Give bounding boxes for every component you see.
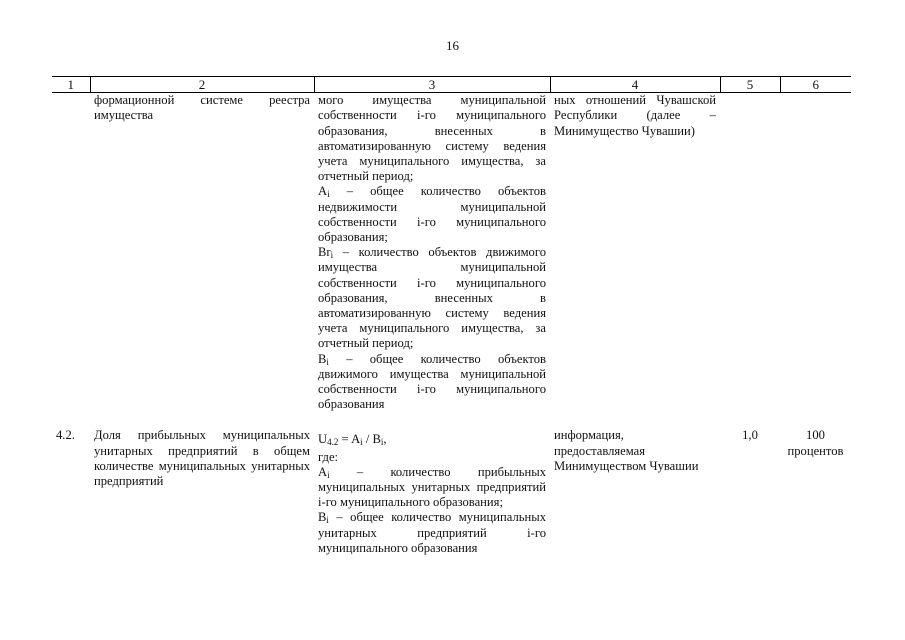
row2-weight: 1,0	[742, 428, 758, 443]
column-header-6: 6	[780, 77, 851, 93]
page-number: 16	[446, 38, 459, 53]
formula-lhs: U	[318, 432, 328, 447]
var-b: B	[318, 351, 327, 366]
row1-indicator-name: формационной системе реестра имущества	[94, 93, 310, 123]
var-a-sub: i	[327, 469, 330, 480]
row1-data-source: ных отношений Чувашской Республики (далее – Минимущество Чувашии)	[554, 93, 716, 138]
column-header-4: 4	[550, 77, 720, 93]
def-a-text: – количество прибыльных муниципальных унитарных предприятий i-го муниципального образования;	[318, 464, 546, 510]
table-row	[52, 428, 851, 556]
row2-definition-b	[318, 510, 546, 556]
row1-target	[780, 93, 851, 413]
row2-definition-a	[318, 465, 546, 511]
var-a-sub: i	[327, 189, 330, 200]
formula-lhs-sub: 4.2	[327, 437, 339, 448]
var-b: B	[318, 510, 327, 525]
formula	[318, 432, 546, 447]
def-b-text: – общее количество объектов движимого имущества муниципальной собственности i-го муниципального образования	[318, 351, 546, 412]
row2-indicator-name: Доля прибыльных муниципальных унитарных предприятий в общем количестве муниципальных унитарных предприятий	[94, 428, 310, 489]
header-row	[52, 77, 851, 93]
row1-weight	[720, 93, 780, 413]
formula-eq: = A	[338, 432, 361, 447]
row2-calculation-method	[314, 428, 550, 556]
row2-data-source: информация, предоставляемая Минимуществом Чувашии	[554, 428, 699, 473]
formula-tail: ,	[383, 432, 387, 447]
column-header-1: 1	[52, 77, 90, 93]
var-br: Br	[318, 245, 331, 260]
var-b-sub: i	[326, 515, 329, 526]
row2-number-cell: 4.2.	[56, 428, 75, 443]
row2-target: 100 процентов	[787, 428, 844, 458]
column-header-3: 3	[314, 77, 550, 93]
var-a: A	[318, 184, 328, 199]
row1-number-cell	[52, 93, 90, 413]
row1-definition-a	[318, 184, 546, 245]
indicator-table	[52, 76, 851, 556]
table-row	[52, 93, 851, 413]
def-br-text: – количество объектов движимого имущества муниципальной собственности i-го муниципального образования, внесенных в автоматизированную систему ведения учета муниципального имущества, за отчетный период;	[318, 245, 546, 351]
column-header-2: 2	[90, 77, 314, 93]
formula-b-sub: i	[380, 437, 384, 448]
row-spacer	[52, 412, 851, 428]
row1-calculation-method	[314, 93, 550, 413]
row1-definition-continued: мого имущества муниципальной собственности i-го муниципального образования, внесенных в автоматизированную систему ведения учета муниципального имущества, за отчетный период;	[318, 93, 546, 184]
formula-a-sub: i	[360, 437, 363, 448]
var-a: A	[318, 464, 328, 479]
row1-definition-b	[318, 352, 546, 413]
column-header-5: 5	[720, 77, 780, 93]
def-b-text: – общее количество муниципальных унитарных предприятий i-го муниципального образования	[318, 510, 546, 555]
where-label: где:	[318, 449, 339, 464]
formula-div: / B	[362, 432, 381, 447]
row1-definition-br	[318, 245, 546, 351]
var-br-sub: i	[330, 250, 334, 261]
var-b-sub: i	[326, 356, 329, 367]
def-a-text: – общее количество объектов недвижимости муниципальной собственности i-го муниципального образования;	[318, 184, 546, 245]
